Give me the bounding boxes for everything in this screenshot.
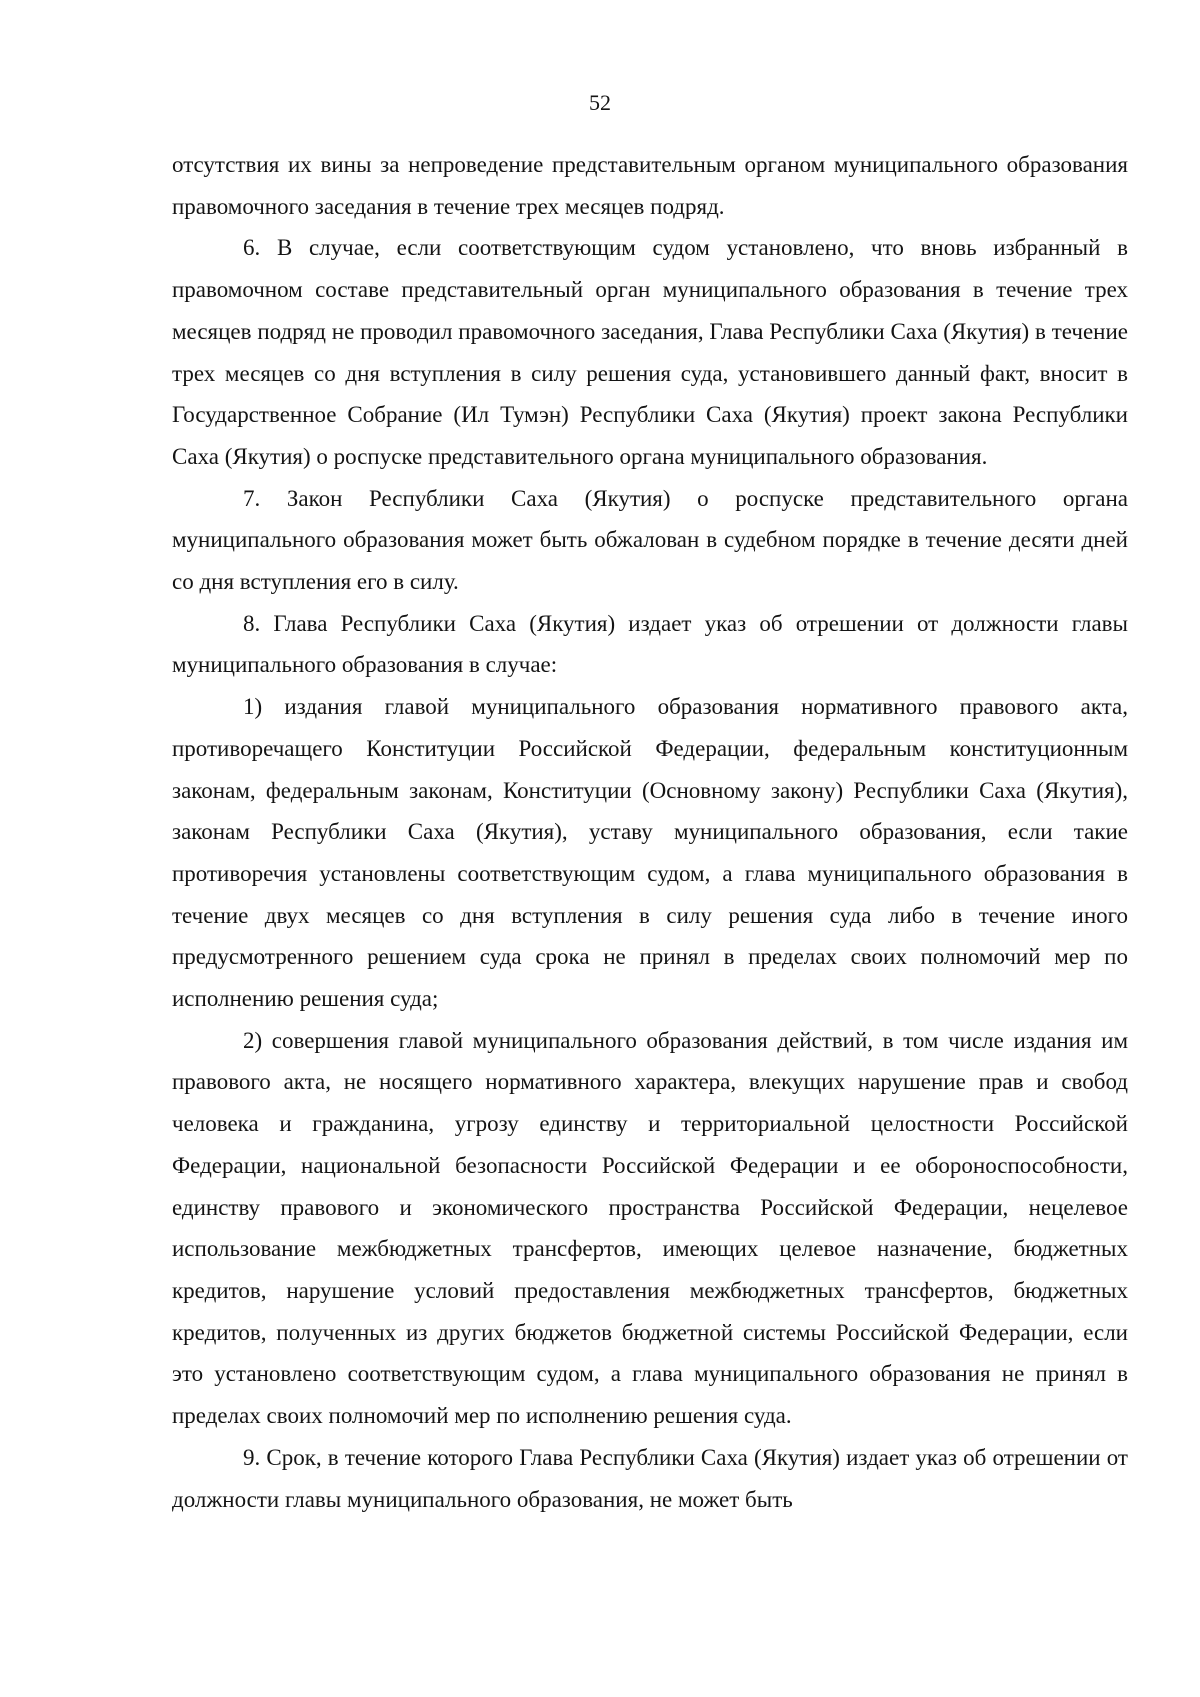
subparagraph-1: 1) издания главой муниципального образования нормативного правового акта, противоречащего Конституции Российской Федерации, федеральным конституционным законам, федеральным законам, Конституции (Основному закону) Республики Саха (Якутия), законам Республики Саха (Якутия), уставу муниципального образования, если такие противоречия установлены соответствующим судом, а глава муниципального образования в течение двух месяцев со дня вступления в силу решения суда либо в течение иного предусмотренного решением суда срока не принял в пределах своих полномочий мер по исполнению решения суда;: [172, 694, 1128, 1012]
paragraph-item-8: 8. Глава Республики Саха (Якутия) издает указ об отрешении от должности главы муниципального образования в случае:: [172, 610, 1128, 678]
document-body: [172, 144, 1128, 1520]
paragraph-item-7: 7. Закон Республики Саха (Якутия) о роспуске представительного органа муниципального образования может быть обжалован в судебном порядке в течение десяти дней со дня вступления его в силу.: [172, 485, 1128, 595]
paragraph-item-9: 9. Срок, в течение которого Глава Республики Саха (Якутия) издает указ об отрешении от должности главы муниципального образования, не может быть: [172, 1444, 1128, 1512]
paragraph-continuation: отсутствия их вины за непроведение представительным органом муниципального образования правомочного заседания в течение трех месяцев подряд.: [172, 152, 1128, 219]
subparagraph-2: 2) совершения главой муниципального образования действий, в том числе издания им правового акта, не носящего нормативного характера, влекущих нарушение прав и свобод человека и гражданина, угрозу единству и территориальной целостности Российской Федерации, национальной безопасности Российской Федерации и ее обороноспособности, единству правового и экономического пространства Российской Федерации, нецелевое использование межбюджетных трансфертов, имеющих целевое назначение, бюджетных кредитов, нарушение условий предоставления межбюджетных трансфертов, бюджетных кредитов, полученных из других бюджетов бюджетной системы Российской Федерации, если это установлено соответствующим судом, а глава муниципального образования не принял в пределах своих полномочий мер по исполнению решения суда.: [172, 1027, 1128, 1429]
page-number: 52: [589, 90, 611, 115]
paragraph-item-6: 6. В случае, если соответствующим судом установлено, что вновь избранный в правомочном составе представительный орган муниципального образования в течение трех месяцев подряд не проводил правомочного заседания, Глава Республики Саха (Якутия) в течение трех месяцев со дня вступления в силу решения суда, установившего данный факт, вносит в Государственное Собрание (Ил Тумэн) Республики Саха (Якутия) проект закона Республики Саха (Якутия) о роспуске представительного органа муниципального образования.: [172, 235, 1128, 469]
